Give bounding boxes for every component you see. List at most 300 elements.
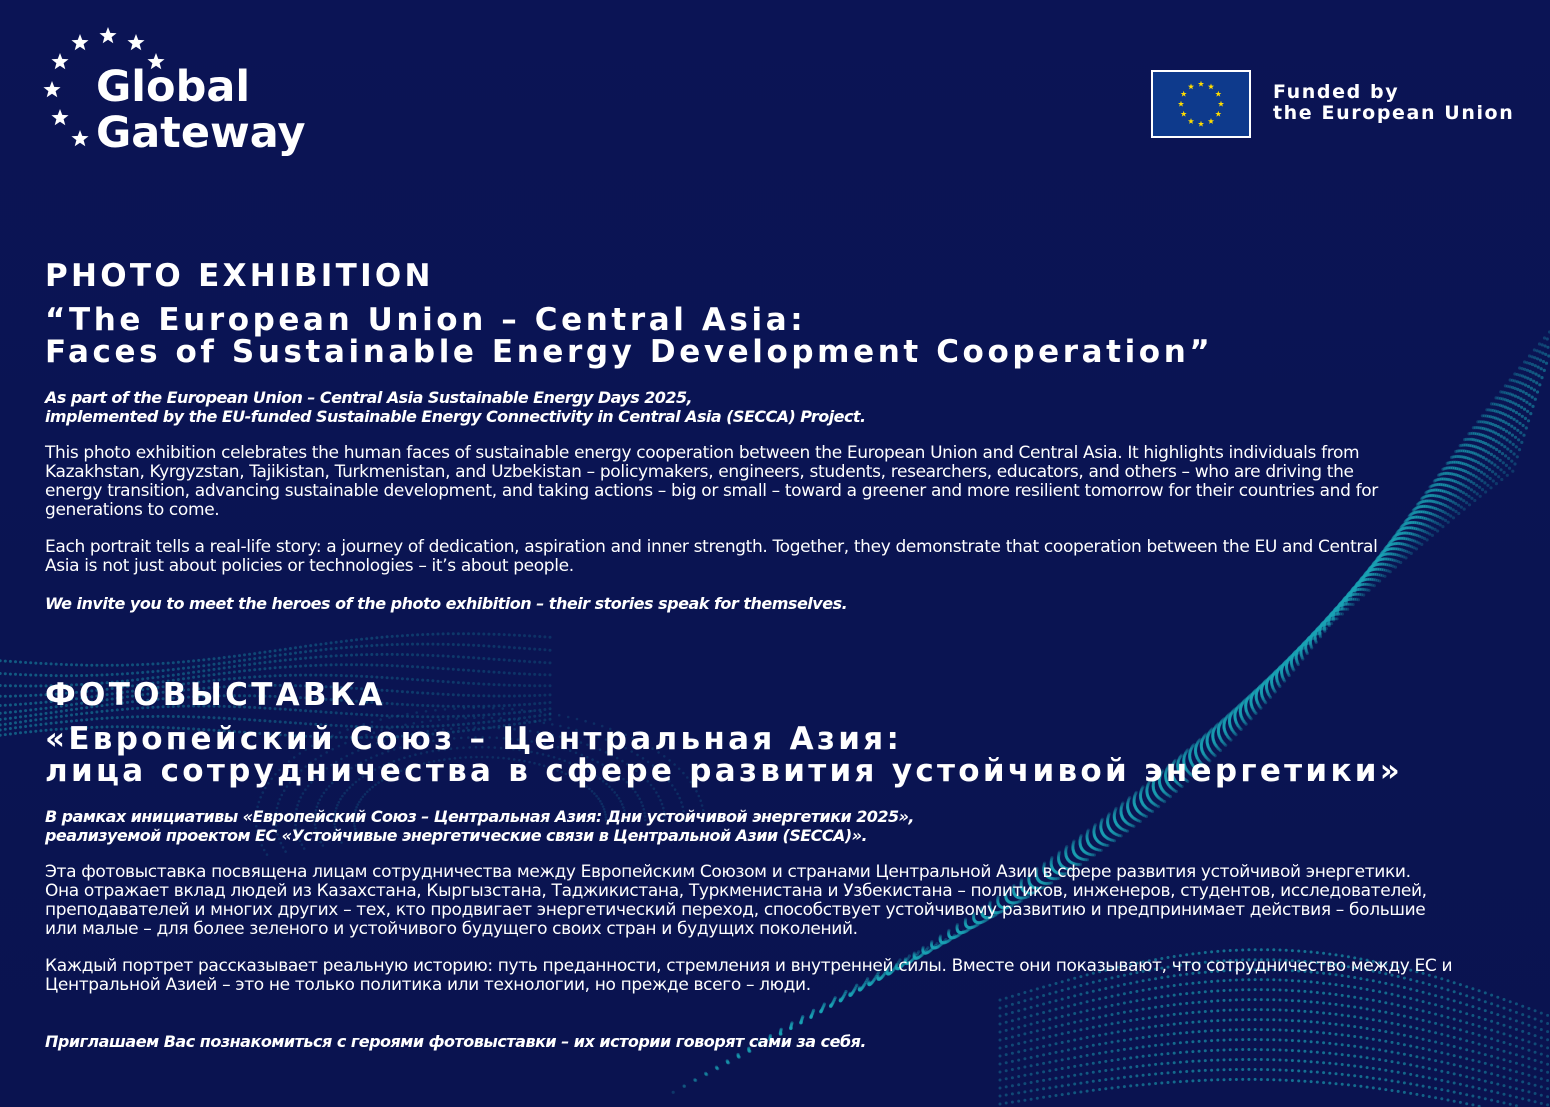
wave-dot	[1490, 1064, 1493, 1067]
wave-dot	[1314, 637, 1317, 640]
wave-dot	[1519, 431, 1522, 434]
wave-dot	[1459, 1074, 1462, 1077]
wave-dot	[238, 659, 241, 662]
wave-dot	[1521, 415, 1524, 418]
wave-dot	[233, 665, 236, 668]
wave-dot	[1514, 436, 1517, 439]
wave-dot	[1471, 1086, 1474, 1089]
wave-dot	[238, 654, 241, 657]
wave-dot	[528, 634, 531, 637]
wave-dot	[1036, 1097, 1039, 1100]
wave-dot	[1241, 1058, 1244, 1061]
wave-dot	[1422, 1056, 1425, 1059]
wave-dot	[1247, 1068, 1250, 1071]
wave-dot	[207, 658, 210, 661]
wave-dot	[1513, 427, 1516, 430]
wave-dot	[1509, 1009, 1512, 1012]
wave-dot	[1534, 364, 1537, 367]
wave-dot	[1285, 1079, 1288, 1082]
wave-dot	[1453, 1063, 1456, 1066]
wave-dot	[1484, 1071, 1487, 1074]
wave-dot	[549, 673, 552, 676]
wave-dot	[294, 658, 297, 661]
wave-dot	[1521, 1089, 1524, 1092]
wave-dot	[1397, 1090, 1400, 1093]
wave-dot	[543, 673, 546, 676]
wave-dot	[386, 664, 389, 667]
wave-dot	[1048, 1069, 1051, 1072]
wave-dot	[1520, 406, 1523, 409]
wave-dot	[1515, 1002, 1518, 1005]
wave-dot	[1359, 1055, 1362, 1058]
wave-dot	[350, 639, 353, 642]
wave-dot	[1503, 1067, 1506, 1070]
wave-dot	[1415, 1074, 1418, 1077]
wave-dot	[1216, 1078, 1219, 1081]
wave-dot	[34, 724, 37, 727]
wave-dot	[50, 662, 53, 665]
wave-dot	[1229, 1078, 1232, 1081]
wave-dot	[289, 658, 292, 661]
wave-dot	[1335, 617, 1338, 620]
wave-dot	[192, 659, 195, 662]
wave-dot	[1428, 1058, 1431, 1061]
wave-dot	[1534, 1100, 1537, 1103]
wave-dot	[1160, 1062, 1163, 1065]
wave-dot	[472, 632, 475, 635]
wave-dot	[1291, 1069, 1294, 1072]
wave-dot	[1447, 1080, 1450, 1083]
wave-dot	[350, 663, 353, 666]
wave-dot	[14, 710, 17, 713]
wave-dot	[1534, 373, 1537, 376]
wave-dot	[1281, 666, 1284, 669]
wave-dot	[999, 1055, 1002, 1058]
wave-dot	[467, 644, 470, 647]
wave-dot	[1542, 360, 1545, 363]
wave-dot	[1098, 1079, 1101, 1082]
wave-dot	[1148, 1083, 1151, 1086]
wave-dot	[258, 668, 261, 671]
wave-dot	[1185, 1060, 1188, 1063]
wave-dot	[386, 635, 389, 638]
wave-dot	[1286, 661, 1289, 664]
wave-dot	[1325, 627, 1328, 630]
wave-dot	[0, 734, 2, 737]
wave-dot	[1079, 1091, 1082, 1094]
wave-dot	[14, 684, 17, 687]
wave-dot	[24, 731, 27, 734]
wave-dot	[233, 660, 236, 663]
wave-dot	[1308, 642, 1311, 645]
wave-dot	[141, 671, 144, 674]
wave-dot	[503, 633, 506, 636]
wave-dot	[1092, 1053, 1095, 1056]
wave-dot	[325, 664, 328, 667]
wave-dot	[421, 633, 424, 636]
wave-dot	[513, 646, 516, 649]
wave-dot	[1055, 1060, 1058, 1063]
wave-dot	[1453, 1082, 1456, 1085]
wave-dot	[1508, 431, 1511, 434]
wave-dot	[340, 654, 343, 657]
wave-dot	[1017, 1083, 1020, 1086]
wave-dot	[1353, 1065, 1356, 1068]
wave-dot	[1529, 370, 1532, 373]
wave-dot	[60, 663, 63, 666]
wave-dot	[1511, 434, 1514, 437]
wave-dot	[1275, 671, 1278, 674]
wave-dot	[1123, 1076, 1126, 1079]
wave-dot	[1098, 1088, 1101, 1091]
wave-dot	[1528, 394, 1531, 397]
wave-dot	[1453, 1072, 1456, 1075]
wave-dot	[1073, 1083, 1076, 1086]
wave-dot	[1509, 1017, 1512, 1020]
wave-dot	[29, 724, 32, 727]
wave-dot	[421, 643, 424, 646]
wave-dot	[19, 715, 22, 718]
wave-dot	[309, 650, 312, 653]
wave-dot	[1471, 1077, 1474, 1080]
wave-dot	[1005, 1053, 1008, 1056]
wave-dot	[1297, 1059, 1300, 1062]
wave-dot	[19, 661, 22, 664]
wave-dot	[396, 643, 399, 646]
wave-dot	[1409, 1092, 1412, 1095]
wave-dot	[1104, 1078, 1107, 1081]
wave-dot	[1514, 395, 1517, 398]
wave-dot	[90, 664, 93, 667]
wave-dot	[1465, 1066, 1468, 1069]
wave-dot	[309, 644, 312, 647]
wave-dot	[213, 673, 216, 676]
wave-dot	[253, 652, 256, 655]
wave-dot	[1509, 1034, 1512, 1037]
wave-dot	[34, 702, 37, 705]
wave-dot	[437, 643, 440, 646]
wave-dot	[9, 727, 12, 730]
wave-dot	[462, 632, 465, 635]
wave-dot	[34, 713, 37, 716]
wave-dot	[55, 663, 58, 666]
wave-dot	[1512, 443, 1515, 446]
wave-dot	[482, 657, 485, 660]
wave-dot	[1297, 1079, 1300, 1082]
wave-dot	[1546, 1014, 1549, 1017]
wave-dot	[1079, 1073, 1082, 1076]
wave-dot	[151, 663, 154, 666]
wave-dot	[1098, 1070, 1101, 1073]
wave-dot	[274, 649, 277, 652]
wave-dot	[1017, 1075, 1020, 1078]
wave-dot	[1518, 448, 1521, 451]
wave-dot	[1005, 1069, 1008, 1072]
wave-dot	[1453, 1054, 1456, 1057]
wave-dot	[1534, 398, 1537, 401]
wave-dot	[1272, 1058, 1275, 1061]
wave-dot	[716, 1067, 719, 1070]
wave-dot	[1409, 1073, 1412, 1076]
wave-dot	[1092, 1062, 1095, 1065]
wave-dot	[1538, 350, 1541, 353]
wave-dot	[1353, 1074, 1356, 1077]
wave-dot	[1540, 1020, 1543, 1023]
wave-dot	[1517, 438, 1520, 441]
wave-dot	[1537, 374, 1540, 377]
wave-dot	[416, 665, 419, 668]
wave-dot	[0, 729, 2, 732]
wave-dot	[452, 655, 455, 658]
wave-dot	[304, 657, 307, 660]
wave-dot	[472, 656, 475, 659]
wave-dot	[1391, 1060, 1394, 1063]
wave-dot	[528, 647, 531, 650]
wave-dot	[1347, 1083, 1350, 1086]
wave-dot	[1341, 1053, 1344, 1056]
wave-dot	[1316, 1061, 1319, 1064]
wave-dot	[258, 662, 261, 665]
wave-dot	[1409, 1063, 1412, 1066]
wave-dot	[1316, 1051, 1319, 1054]
wave-dot	[1447, 1089, 1450, 1092]
wave-dot	[1335, 1072, 1338, 1075]
wave-dot	[299, 646, 302, 649]
wave-dot	[493, 671, 496, 674]
wave-dot	[14, 703, 17, 706]
wave-dot	[1017, 1091, 1020, 1094]
wave-dot	[1440, 1097, 1443, 1100]
wave-dot	[1540, 1085, 1543, 1088]
wave-dot	[1534, 1042, 1537, 1045]
wave-dot	[39, 662, 42, 665]
wave-dot	[39, 707, 42, 710]
wave-dot	[1154, 1082, 1157, 1085]
wave-dot	[1005, 1077, 1008, 1080]
wave-dot	[1440, 1079, 1443, 1082]
wave-dot	[1011, 1092, 1014, 1095]
wave-dot	[1521, 1013, 1524, 1016]
wave-dot	[1515, 1053, 1518, 1056]
wave-dot	[1023, 1074, 1026, 1077]
wave-dot	[284, 666, 287, 669]
wave-dot	[1453, 1100, 1456, 1103]
wave-dot	[1517, 404, 1520, 407]
wave-dot	[1478, 1078, 1481, 1081]
wave-dot	[1303, 1060, 1306, 1063]
wave-dot	[213, 657, 216, 660]
wave-dot	[1023, 1099, 1026, 1102]
wave-dot	[1048, 1061, 1051, 1064]
wave-dot	[426, 633, 429, 636]
wave-dot	[543, 635, 546, 638]
wave-dot	[187, 660, 190, 663]
wave-dot	[29, 674, 32, 677]
wave-dot	[533, 648, 536, 651]
wave-dot	[319, 643, 322, 646]
wave-dot	[370, 644, 373, 647]
wave-dot	[1322, 1051, 1325, 1054]
wave-dot	[1384, 1088, 1387, 1091]
wave-dot	[24, 709, 27, 712]
wave-dot	[1546, 1087, 1549, 1090]
wave-dot	[24, 661, 27, 664]
wave-dot	[1328, 1062, 1331, 1065]
wave-dot	[411, 643, 414, 646]
wave-dot	[1516, 429, 1519, 432]
wave-dot	[365, 653, 368, 656]
wave-dot	[416, 653, 419, 656]
wave-dot	[1535, 381, 1538, 384]
wave-dot	[9, 684, 12, 687]
wave-dot	[248, 658, 251, 661]
wave-dot	[274, 654, 277, 657]
wave-dot	[1210, 1079, 1213, 1082]
wave-dot	[1415, 1093, 1418, 1096]
wave-dot	[1017, 1067, 1020, 1070]
wave-dot	[1521, 1064, 1524, 1067]
wave-dot	[304, 645, 307, 648]
wave-dot	[1511, 470, 1514, 473]
wave-dot	[1042, 1062, 1045, 1065]
wave-dot	[421, 666, 424, 669]
wave-dot	[1328, 1072, 1331, 1075]
wave-dot	[1067, 1075, 1070, 1078]
wave-dot	[523, 672, 526, 675]
wave-dot	[518, 634, 521, 637]
wave-dot	[1179, 1051, 1182, 1054]
wave-dot	[1507, 423, 1510, 426]
wave-dot	[1061, 1058, 1064, 1061]
wave-dot	[1048, 1095, 1051, 1098]
wave-dot	[999, 1095, 1002, 1098]
wave-dot	[4, 711, 7, 714]
wave-dot	[1546, 1071, 1549, 1074]
wave-dot	[1465, 1084, 1468, 1087]
wave-dot	[1223, 1078, 1226, 1081]
wave-dot	[1303, 1080, 1306, 1083]
wave-dot	[999, 1103, 1002, 1106]
wave-dot	[0, 704, 2, 707]
wave-dot	[999, 1063, 1002, 1066]
wave-dot	[462, 643, 465, 646]
wave-dot	[157, 670, 160, 673]
wave-dot	[1527, 385, 1530, 388]
wave-dot	[406, 665, 409, 668]
wave-dot	[1384, 1078, 1387, 1081]
wave-dot	[187, 666, 190, 669]
wave-dot	[1017, 1100, 1020, 1103]
wave-dot	[207, 669, 210, 672]
wave-dot	[263, 656, 266, 659]
wave-dot	[1316, 1071, 1319, 1074]
wave-dot	[1510, 460, 1513, 463]
wave-dot	[1478, 1060, 1481, 1063]
wave-dot	[1540, 376, 1543, 379]
wave-dot	[1471, 1103, 1474, 1106]
wave-dot	[1527, 1057, 1530, 1060]
wave-dot	[1216, 1059, 1219, 1062]
wave-dot	[314, 643, 317, 646]
wave-dot	[4, 672, 7, 675]
wave-dot	[350, 646, 353, 649]
wave-dot	[1055, 1068, 1058, 1071]
wave-dot	[24, 702, 27, 705]
wave-dot	[1092, 1071, 1095, 1074]
wave-dot	[1154, 1073, 1157, 1076]
wave-dot	[228, 666, 231, 669]
wave-dot	[1092, 1089, 1095, 1092]
wave-dot	[253, 668, 256, 671]
wave-dot	[1440, 1088, 1443, 1091]
wave-dot	[1519, 397, 1522, 400]
wave-dot	[1534, 1076, 1537, 1079]
wave-dot	[498, 645, 501, 648]
wave-dot	[121, 664, 124, 667]
wave-dot	[1079, 1055, 1082, 1058]
wave-dot	[1148, 1054, 1151, 1057]
wave-dot	[391, 653, 394, 656]
wave-dot	[1148, 1064, 1151, 1067]
wave-dot	[1117, 1058, 1120, 1061]
wave-dot	[330, 641, 333, 644]
wave-dot	[0, 718, 2, 721]
wave-dot	[0, 712, 2, 715]
wave-dot	[1527, 1040, 1530, 1043]
wave-dot	[1292, 656, 1295, 659]
wave-dot	[335, 647, 338, 650]
wave-dot	[197, 659, 200, 662]
wave-dot	[1111, 1059, 1114, 1062]
wave-dot	[1223, 1068, 1226, 1071]
wave-dot	[1490, 1055, 1493, 1058]
wave-dot	[1104, 1051, 1107, 1054]
wave-dot	[437, 667, 440, 670]
wave-dot	[1520, 441, 1523, 444]
wave-dot	[1073, 1091, 1076, 1094]
wave-dot	[233, 655, 236, 658]
wave-dot	[299, 651, 302, 654]
wave-dot	[1391, 1089, 1394, 1092]
wave-dot	[299, 657, 302, 660]
wave-dot	[1521, 1097, 1524, 1100]
wave-dot	[1067, 1057, 1070, 1060]
wave-dot	[14, 716, 17, 719]
wave-dot	[187, 672, 190, 675]
wave-dot	[1546, 1095, 1549, 1098]
wave-dot	[182, 672, 185, 675]
wave-dot	[309, 664, 312, 667]
wave-dot	[24, 694, 27, 697]
wave-dot	[1540, 1028, 1543, 1031]
wave-dot	[1531, 396, 1534, 399]
wave-dot	[1067, 1092, 1070, 1095]
wave-dot	[1341, 1083, 1344, 1086]
wave-dot	[274, 666, 277, 669]
wave-dot	[1508, 467, 1511, 470]
wave-dot	[503, 671, 506, 674]
wave-dot	[19, 721, 22, 724]
wave-dot	[523, 647, 526, 650]
wave-dot	[1440, 1051, 1443, 1054]
wave-dot	[416, 643, 419, 646]
wave-dot	[279, 659, 282, 662]
wave-dot	[447, 667, 450, 670]
wave-dot	[1521, 1080, 1524, 1083]
wave-dot	[1415, 1055, 1418, 1058]
wave-dot	[1521, 1055, 1524, 1058]
wave-dot	[325, 648, 328, 651]
